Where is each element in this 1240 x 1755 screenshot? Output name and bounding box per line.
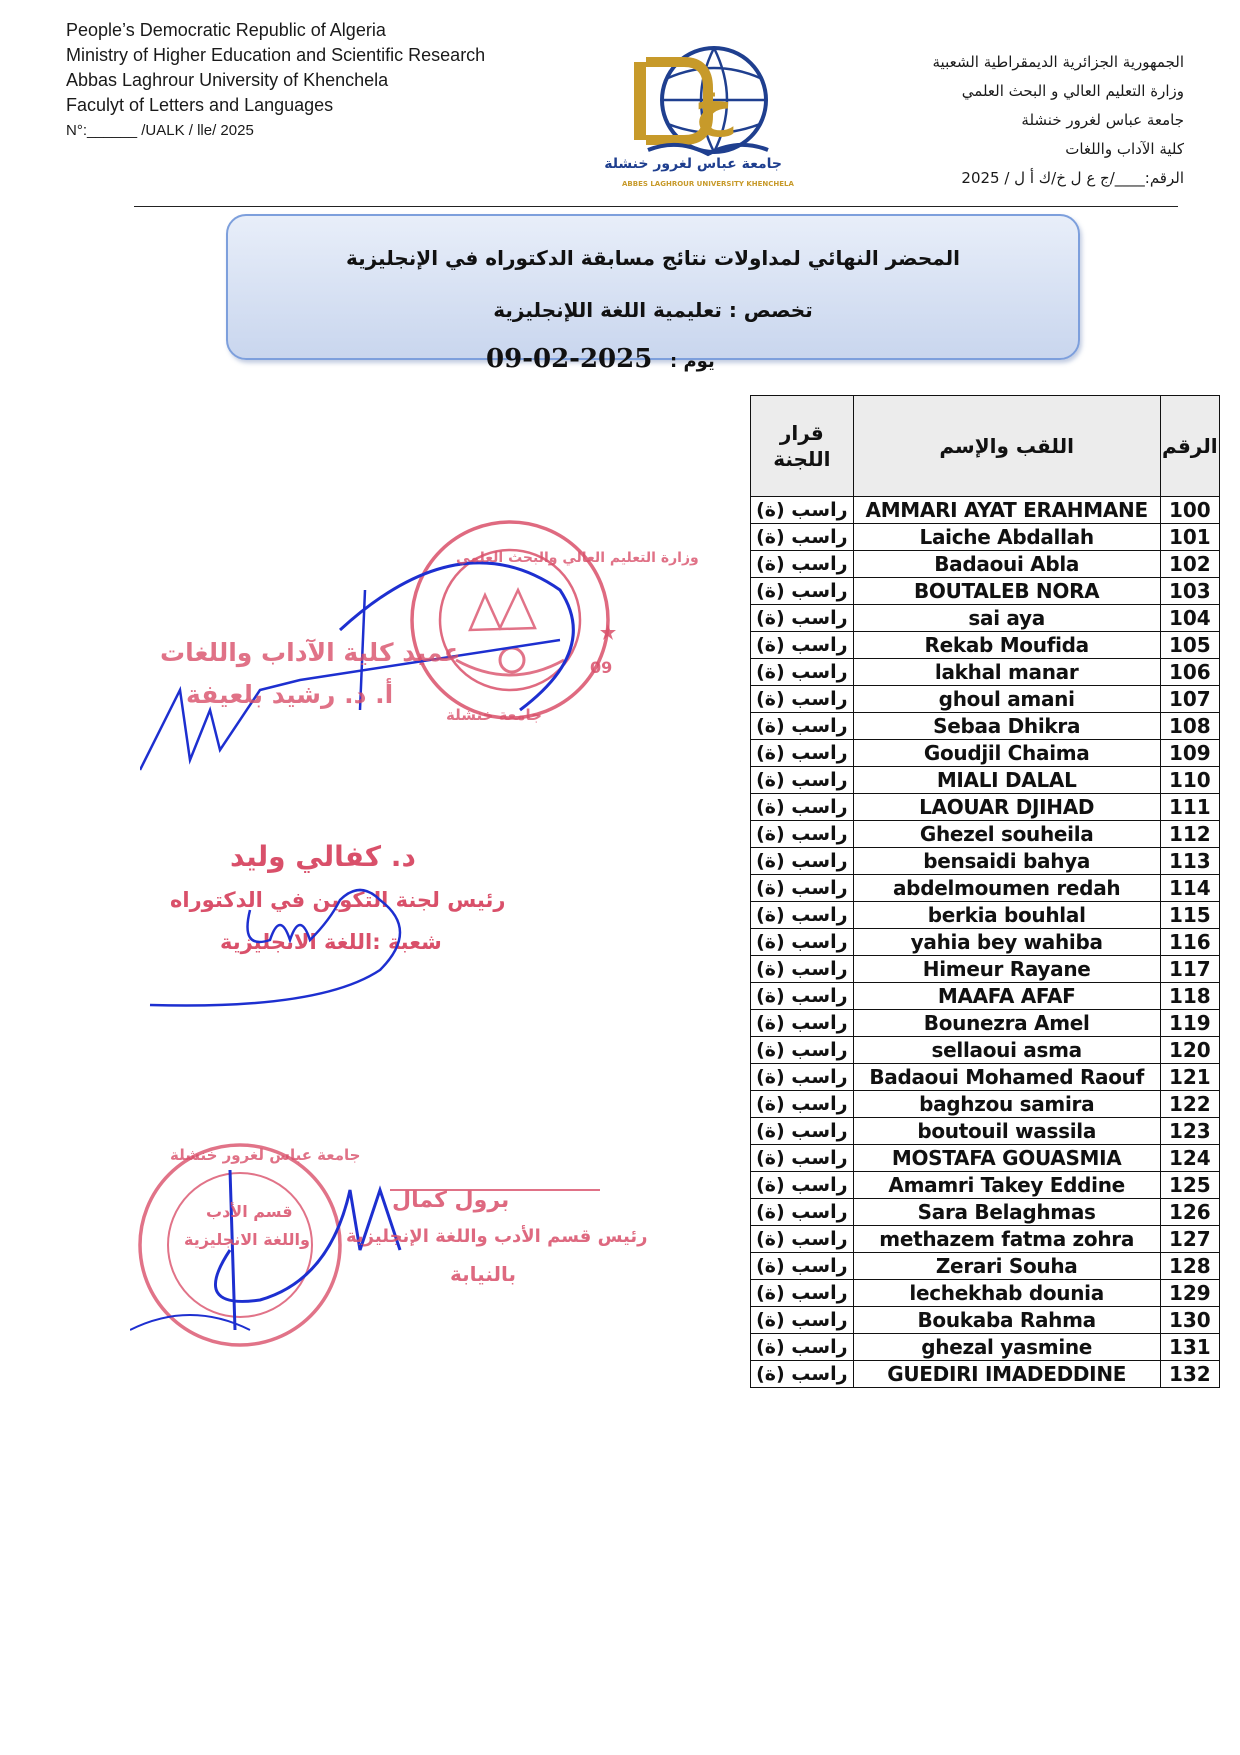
name-cell: abdelmoumen redah <box>853 875 1160 902</box>
number-cell: 102 <box>1160 551 1219 578</box>
number-cell: 129 <box>1160 1280 1219 1307</box>
table-row <box>751 551 1220 578</box>
date-line <box>486 344 715 374</box>
logo-arabic-text: جامعة عباس لغرور خنشلة <box>604 156 782 172</box>
table-row <box>751 767 1220 794</box>
decision-cell: راسب (ة) <box>751 605 854 632</box>
number-cell: 116 <box>1160 929 1219 956</box>
ministry-seal-text: وزارة التعليم العالي والبحث العلمي <box>456 550 699 566</box>
decision-cell: راسب (ة) <box>751 767 854 794</box>
number-cell: 111 <box>1160 794 1219 821</box>
number-cell: 126 <box>1160 1199 1219 1226</box>
table-row <box>751 1091 1220 1118</box>
table-row <box>751 686 1220 713</box>
name-cell: BOUTALEB NORA <box>853 578 1160 605</box>
committee-president-name: د. كفالي وليد <box>230 840 416 873</box>
table-row <box>751 983 1220 1010</box>
number-cell: 108 <box>1160 713 1219 740</box>
dean-title: عميد كلية الآداب واللغات <box>160 638 461 667</box>
decision-cell: راسب (ة) <box>751 1118 854 1145</box>
name-cell: ghoul amani <box>853 686 1160 713</box>
number-cell: 121 <box>1160 1064 1219 1091</box>
number-cell: 113 <box>1160 848 1219 875</box>
table-row <box>751 1280 1220 1307</box>
number-cell: 127 <box>1160 1226 1219 1253</box>
decision-cell: راسب (ة) <box>751 1010 854 1037</box>
faculty-name-en: Faculyt of Letters and Languages <box>66 95 334 115</box>
ministry-name-ar: وزارة التعليم العالي و البحث العلمي <box>961 82 1184 100</box>
name-cell: sellaoui asma <box>853 1037 1160 1064</box>
decision-cell: راسب (ة) <box>751 1253 854 1280</box>
name-cell: yahia bey wahiba <box>853 929 1160 956</box>
department-seal-ring: جامعة عباس لغرور خنشلة <box>170 1146 361 1164</box>
university-name-en: Abbas Laghrour University of Khenchela <box>66 70 389 90</box>
department-seal-center2: واللغة الانجليزية <box>184 1230 310 1249</box>
name-cell: sai aya <box>853 605 1160 632</box>
name-cell: MAAFA AFAF <box>853 983 1160 1010</box>
date-value: 2025-02-09 <box>486 344 653 374</box>
name-cell: Himeur Rayane <box>853 956 1160 983</box>
name-cell: Laiche Abdallah <box>853 524 1160 551</box>
table-row <box>751 875 1220 902</box>
header-number: الرقم <box>1160 396 1219 497</box>
decision-cell: راسب (ة) <box>751 1307 854 1334</box>
decision-cell: راسب (ة) <box>751 713 854 740</box>
ministry-name-en: Ministry of Higher Education and Scientific Research <box>66 45 486 65</box>
number-cell: 120 <box>1160 1037 1219 1064</box>
country-name-en: People’s Democratic Republic of Algeria <box>66 20 386 40</box>
number-cell: 125 <box>1160 1172 1219 1199</box>
name-cell: baghzou samira <box>853 1091 1160 1118</box>
name-cell: AMMARI AYAT ERAHMANE <box>853 497 1160 524</box>
table-row <box>751 1145 1220 1172</box>
faculty-name-ar: كلية الآداب واللغات <box>1065 140 1184 158</box>
decision-cell: راسب (ة) <box>751 875 854 902</box>
table-row <box>751 1334 1220 1361</box>
decision-cell: راسب (ة) <box>751 740 854 767</box>
decision-cell: راسب (ة) <box>751 632 854 659</box>
table-row <box>751 1172 1220 1199</box>
name-cell: lakhal manar <box>853 659 1160 686</box>
name-cell: Ghezel souheila <box>853 821 1160 848</box>
university-name-ar: جامعة عباس لغرور خنشلة <box>1021 111 1184 129</box>
reference-number-en: N°:______ /UALK / lle/ 2025 <box>66 122 254 139</box>
decision-cell: راسب (ة) <box>751 821 854 848</box>
name-cell: Boukaba Rahma <box>853 1307 1160 1334</box>
table-row <box>751 821 1220 848</box>
table-row <box>751 1064 1220 1091</box>
table-row <box>751 1037 1220 1064</box>
table-row <box>751 605 1220 632</box>
decision-cell: راسب (ة) <box>751 929 854 956</box>
department-head-name: برول كمال <box>392 1188 510 1213</box>
svg-text:خ: خ <box>694 74 734 137</box>
table-row <box>751 1361 1220 1388</box>
table-row <box>751 794 1220 821</box>
name-cell: Goudjil Chaima <box>853 740 1160 767</box>
decision-cell: راسب (ة) <box>751 1064 854 1091</box>
name-cell: MOSTAFA GOUASMIA <box>853 1145 1160 1172</box>
name-cell: Amamri Takey Eddine <box>853 1172 1160 1199</box>
ministry-seal-bottom: جامعة خنشلة <box>446 706 542 724</box>
decision-cell: راسب (ة) <box>751 1091 854 1118</box>
decision-cell: راسب (ة) <box>751 1037 854 1064</box>
decision-cell: راسب (ة) <box>751 1199 854 1226</box>
decision-cell: راسب (ة) <box>751 956 854 983</box>
table-row <box>751 578 1220 605</box>
department-seal-center1: قسم الأدب <box>206 1202 293 1221</box>
decision-cell: راسب (ة) <box>751 1145 854 1172</box>
decision-cell: راسب (ة) <box>751 848 854 875</box>
number-cell: 124 <box>1160 1145 1219 1172</box>
header-right <box>933 48 1185 193</box>
name-cell: Badaoui Abla <box>853 551 1160 578</box>
ministry-seal-number: 09 <box>590 658 613 677</box>
name-cell: Sebaa Dhikra <box>853 713 1160 740</box>
dean-stamp-area <box>140 510 699 810</box>
reference-number-ar: الرقم:____/ج ع ل خ/ك أ ل / 2025 <box>961 169 1184 187</box>
number-cell: 123 <box>1160 1118 1219 1145</box>
header-name: اللقب والإسم <box>853 396 1160 497</box>
dean-name: أ. د. رشيد بلعيفة <box>186 680 394 709</box>
name-cell: boutouil wassila <box>853 1118 1160 1145</box>
table-row <box>751 1226 1220 1253</box>
table-row <box>751 524 1220 551</box>
number-cell: 105 <box>1160 632 1219 659</box>
name-cell: MIALI DALAL <box>853 767 1160 794</box>
number-cell: 122 <box>1160 1091 1219 1118</box>
decision-cell: راسب (ة) <box>751 551 854 578</box>
table-row <box>751 1010 1220 1037</box>
decision-cell: راسب (ة) <box>751 686 854 713</box>
number-cell: 109 <box>1160 740 1219 767</box>
name-cell: Rekab Moufida <box>853 632 1160 659</box>
decision-cell: راسب (ة) <box>751 497 854 524</box>
number-cell: 103 <box>1160 578 1219 605</box>
name-cell: LAOUAR DJIHAD <box>853 794 1160 821</box>
date-label: يوم : <box>670 351 715 372</box>
decision-cell: راسب (ة) <box>751 1280 854 1307</box>
number-cell: 118 <box>1160 983 1219 1010</box>
name-cell: lechekhab dounia <box>853 1280 1160 1307</box>
table-row <box>751 1118 1220 1145</box>
decision-cell: راسب (ة) <box>751 659 854 686</box>
committee-stamp-area <box>130 840 510 1020</box>
name-cell: berkia bouhlal <box>853 902 1160 929</box>
number-cell: 128 <box>1160 1253 1219 1280</box>
title-box <box>226 214 1080 360</box>
department-head-title: رئيس قسم الأدب واللغة الإنجليزية <box>346 1226 648 1247</box>
decision-cell: راسب (ة) <box>751 902 854 929</box>
table-row <box>751 740 1220 767</box>
number-cell: 130 <box>1160 1307 1219 1334</box>
university-logo <box>604 38 794 198</box>
number-cell: 104 <box>1160 605 1219 632</box>
table-row <box>751 929 1220 956</box>
name-cell: bensaidi bahya <box>853 848 1160 875</box>
table-row <box>751 497 1220 524</box>
decision-cell: راسب (ة) <box>751 1334 854 1361</box>
table-row <box>751 848 1220 875</box>
name-cell: GUEDIRI IMADEDDINE <box>853 1361 1160 1388</box>
number-cell: 112 <box>1160 821 1219 848</box>
name-cell: ghezal yasmine <box>853 1334 1160 1361</box>
table-row <box>751 632 1220 659</box>
committee-president-title: رئيس لجنة التكوين في الدكتوراه <box>170 888 506 912</box>
decision-cell: راسب (ة) <box>751 1226 854 1253</box>
table-row <box>751 1307 1220 1334</box>
committee-branch: شعبة :اللغة الانجليزية <box>220 930 442 954</box>
number-cell: 115 <box>1160 902 1219 929</box>
decision-cell: راسب (ة) <box>751 983 854 1010</box>
name-cell: Badaoui Mohamed Raouf <box>853 1064 1160 1091</box>
number-cell: 106 <box>1160 659 1219 686</box>
document-title: المحضر النهائي لمداولات نتائج مسابقة الدكتوراه في الإنجليزية <box>345 246 961 270</box>
table-row <box>751 713 1220 740</box>
specialty-title: تخصص : تعليمية اللغة اللإنجليزية <box>493 298 813 322</box>
table-row <box>751 956 1220 983</box>
committee-signature <box>130 840 510 1020</box>
decision-cell: راسب (ة) <box>751 794 854 821</box>
department-stamp-area <box>130 1130 648 1360</box>
table-row <box>751 659 1220 686</box>
name-cell: methazem fatma zohra <box>853 1226 1160 1253</box>
decision-cell: راسب (ة) <box>751 1172 854 1199</box>
results-table <box>750 395 1220 1388</box>
table-row <box>751 1199 1220 1226</box>
country-name-ar: الجمهورية الجزائرية الديمقراطية الشعبية <box>932 53 1184 71</box>
table-row <box>751 902 1220 929</box>
header-divider <box>134 206 1178 207</box>
table-header-row <box>751 396 1220 497</box>
name-cell: Sara Belaghmas <box>853 1199 1160 1226</box>
number-cell: 107 <box>1160 686 1219 713</box>
number-cell: 117 <box>1160 956 1219 983</box>
header-decision: قرار اللجنة <box>751 396 854 497</box>
number-cell: 114 <box>1160 875 1219 902</box>
table-row <box>751 1253 1220 1280</box>
decision-cell: راسب (ة) <box>751 1361 854 1388</box>
decision-cell: راسب (ة) <box>751 524 854 551</box>
decision-cell: راسب (ة) <box>751 578 854 605</box>
number-cell: 100 <box>1160 497 1219 524</box>
number-cell: 119 <box>1160 1010 1219 1037</box>
name-cell: Zerari Souha <box>853 1253 1160 1280</box>
department-head-acting: بالنيابة <box>450 1262 517 1286</box>
number-cell: 131 <box>1160 1334 1219 1361</box>
number-cell: 132 <box>1160 1361 1219 1388</box>
number-cell: 101 <box>1160 524 1219 551</box>
logo-latin-text: ABBES LAGHROUR UNIVERSITY KHENCHELA <box>622 180 794 188</box>
number-cell: 110 <box>1160 767 1219 794</box>
name-cell: Bounezra Amel <box>853 1010 1160 1037</box>
header-left <box>66 18 485 143</box>
